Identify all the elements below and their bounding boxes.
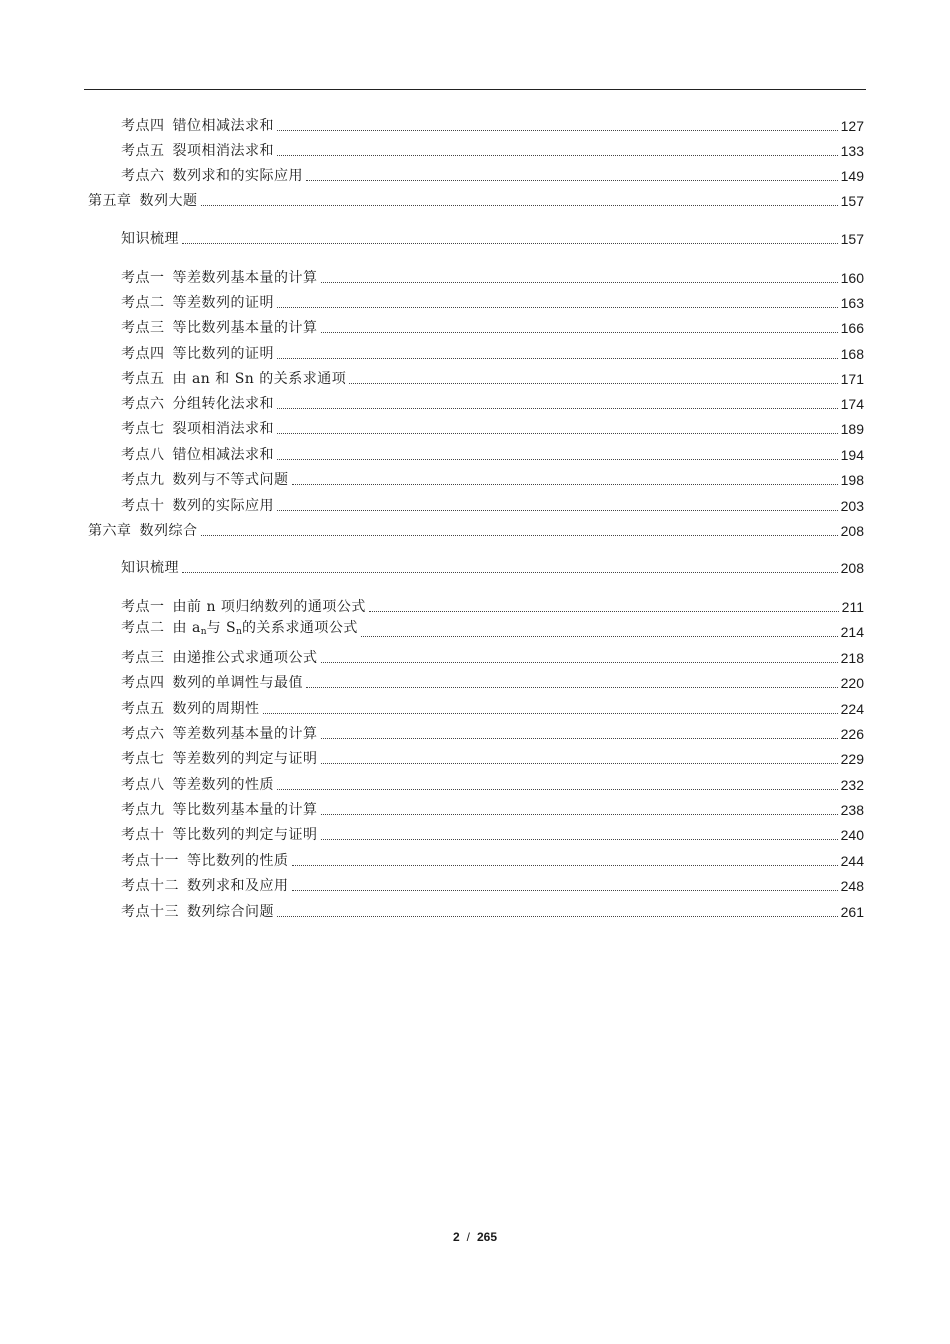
toc-entry[interactable] [121, 229, 864, 249]
toc-entry-page: 171 [840, 371, 864, 387]
toc-entry-page: 194 [840, 447, 864, 463]
toc-entry-page: 218 [840, 650, 864, 666]
toc-entry-page: 244 [840, 853, 864, 869]
toc-leader-dots [306, 687, 838, 688]
toc-entry-page: 168 [840, 346, 864, 362]
toc-leader-dots [321, 332, 838, 333]
toc-leader-dots [321, 282, 838, 283]
toc-entry-title: 考点二 由 $a_n$与 $S_n$的关系求通项公式 [121, 620, 358, 637]
toc-entry-title: 考点六 数列求和的实际应用 [121, 168, 303, 184]
toc-entry-page: 240 [840, 827, 864, 843]
toc-entry-title: 知识梳理 [121, 560, 179, 576]
toc-leader-dots [201, 205, 838, 206]
toc-entry-page: 133 [840, 143, 864, 159]
toc-entry-title: 考点十二 数列求和及应用 [121, 878, 289, 894]
toc-entry[interactable] [121, 800, 864, 820]
toc-leader-dots [321, 763, 838, 764]
toc-leader-dots [277, 358, 838, 359]
toc-leader-dots [277, 130, 838, 131]
page-separator: / [466, 1230, 470, 1244]
toc-entry[interactable] [121, 724, 864, 744]
toc-entry-page: 261 [840, 904, 864, 920]
toc-entry-title: 知识梳理 [121, 231, 179, 247]
toc-entry[interactable] [121, 318, 864, 338]
toc-entry-title: 考点九 等比数列基本量的计算 [121, 802, 318, 818]
toc-entry-page: 238 [840, 802, 864, 818]
toc-entry-page: 208 [840, 523, 864, 539]
toc-entry-title: 考点四 错位相减法求和 [121, 118, 274, 134]
toc-entry-title: 考点三 由递推公式求通项公式 [121, 650, 318, 666]
toc-leader-dots [263, 713, 838, 714]
toc-entry-page: 166 [840, 320, 864, 336]
toc-entry[interactable] [121, 825, 864, 845]
current-page-number: 2 [452, 1230, 460, 1244]
toc-chapter-entry[interactable] [88, 521, 864, 541]
toc-entry-title: 考点一 等差数列基本量的计算 [121, 270, 318, 286]
toc-entry-page: 211 [841, 599, 864, 615]
toc-entry[interactable] [121, 902, 864, 922]
toc-entry[interactable] [121, 141, 864, 161]
toc-entry-title: 考点六 等差数列基本量的计算 [121, 726, 318, 742]
toc-entry-page: 198 [840, 472, 864, 488]
header-rule [84, 89, 866, 90]
page-footer [0, 1230, 950, 1244]
toc-entry[interactable] [121, 622, 864, 642]
toc-entry[interactable] [121, 394, 864, 414]
toc-leader-dots [349, 383, 837, 384]
toc-entry-page: 149 [840, 168, 864, 184]
toc-entry-page: 229 [840, 751, 864, 767]
toc-entry-title: 考点十一 等比数列的性质 [121, 853, 289, 869]
toc-entry-page: 157 [840, 193, 864, 209]
toc-entry-page: 127 [840, 118, 864, 134]
toc-leader-dots [361, 636, 838, 637]
toc-leader-dots [369, 611, 839, 612]
toc-entry[interactable] [121, 445, 864, 465]
toc-entry-title: 考点四 数列的单调性与最值 [121, 675, 303, 691]
toc-entry-title: 考点四 等比数列的证明 [121, 346, 274, 362]
toc-entry-title: 考点七 裂项相消法求和 [121, 421, 274, 437]
toc-entry[interactable] [121, 699, 864, 719]
toc-leader-dots [277, 307, 838, 308]
toc-entry-title: 考点八 错位相减法求和 [121, 447, 274, 463]
toc-entry-title: 考点十 等比数列的判定与证明 [121, 827, 318, 843]
toc-leader-dots [292, 484, 838, 485]
toc-entry[interactable] [121, 749, 864, 769]
toc-leader-dots [201, 535, 838, 536]
toc-entry[interactable] [121, 116, 864, 136]
toc-leader-dots [277, 916, 838, 917]
toc-entry[interactable] [121, 876, 864, 896]
toc-entry-title: 考点九 数列与不等式问题 [121, 472, 289, 488]
toc-leader-dots [182, 243, 838, 244]
toc-leader-dots [321, 662, 838, 663]
toc-leader-dots [277, 408, 838, 409]
toc-entry[interactable] [121, 851, 864, 871]
toc-entry-title: 考点五 由 an 和 Sn 的关系求通项 [121, 371, 347, 387]
toc-entry-title: 考点十三 数列综合问题 [121, 904, 274, 920]
toc-entry-page: 174 [840, 396, 864, 412]
toc-entry[interactable] [121, 496, 864, 516]
toc-entry[interactable] [121, 166, 864, 186]
toc-leader-dots [292, 865, 838, 866]
toc-leader-dots [277, 510, 838, 511]
toc-entry[interactable] [121, 470, 864, 490]
toc-entry-title: 第六章 数列综合 [88, 523, 198, 539]
toc-entry-page: 189 [840, 421, 864, 437]
toc-entry-title: 考点六 分组转化法求和 [121, 396, 274, 412]
toc-entry[interactable] [121, 268, 864, 288]
toc-leader-dots [292, 890, 838, 891]
toc-entry-title: 考点三 等比数列基本量的计算 [121, 320, 318, 336]
toc-entry-page: 203 [840, 498, 864, 514]
toc-entry-page: 163 [840, 295, 864, 311]
toc-leader-dots [277, 459, 838, 460]
toc-entry[interactable] [121, 293, 864, 313]
toc-leader-dots [321, 839, 838, 840]
toc-entry-title: 考点二 等差数列的证明 [121, 295, 274, 311]
toc-entry-page: 214 [840, 624, 864, 640]
toc-entry-page: 220 [840, 675, 864, 691]
toc-entry-title: 考点七 等差数列的判定与证明 [121, 751, 318, 767]
toc-entry-page: 157 [840, 231, 864, 247]
toc-entry-title: 考点五 裂项相消法求和 [121, 143, 274, 159]
toc-entry[interactable] [121, 344, 864, 364]
toc-leader-dots [306, 180, 838, 181]
toc-entry-title: 考点一 由前 n 项归纳数列的通项公式 [121, 599, 366, 615]
toc-leader-dots [182, 572, 838, 573]
toc-entry[interactable] [121, 558, 864, 578]
toc-entry[interactable] [121, 673, 864, 693]
toc-entry-title: 考点十 数列的实际应用 [121, 498, 274, 514]
toc-entry[interactable] [121, 369, 864, 389]
toc-chapter-entry[interactable] [88, 191, 864, 211]
toc-entry[interactable] [121, 648, 864, 668]
toc-entry-page: 160 [840, 270, 864, 286]
total-page-count: 265 [477, 1230, 498, 1244]
toc-entry-page: 248 [840, 878, 864, 894]
toc-entry-title: 考点八 等差数列的性质 [121, 777, 274, 793]
toc-entry-page: 226 [840, 726, 864, 742]
toc-leader-dots [277, 789, 838, 790]
toc-leader-dots [277, 433, 838, 434]
toc-entry[interactable] [121, 597, 864, 617]
toc-entry-page: 224 [840, 701, 864, 717]
toc-leader-dots [321, 738, 838, 739]
toc-leader-dots [321, 814, 838, 815]
toc-entry-page: 208 [840, 560, 864, 576]
toc-entry[interactable] [121, 775, 864, 795]
toc-leader-dots [277, 155, 838, 156]
toc-entry[interactable] [121, 419, 864, 439]
toc-entry-title: 考点五 数列的周期性 [121, 701, 260, 717]
toc-entry-page: 232 [840, 777, 864, 793]
toc-entry-title: 第五章 数列大题 [88, 193, 198, 209]
